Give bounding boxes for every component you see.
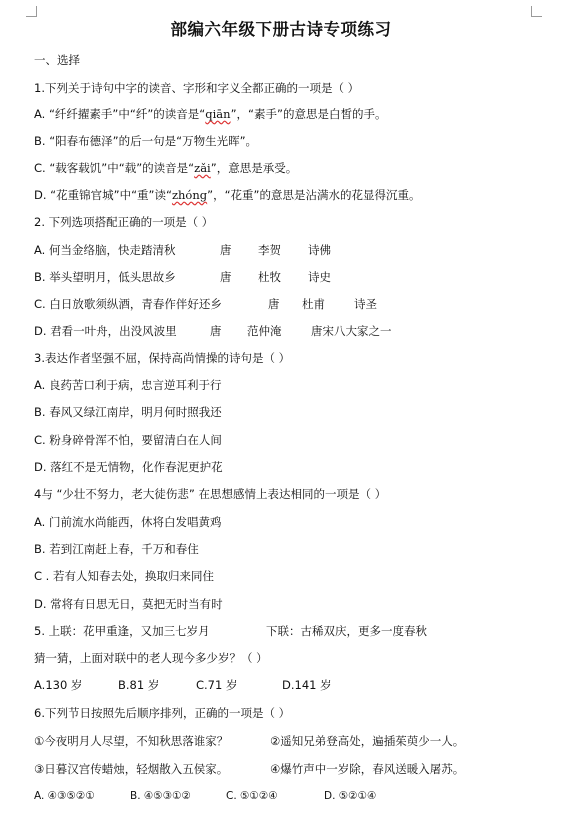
q1-option-d	[34, 187, 421, 203]
q2-d-author: 范仲淹	[247, 324, 282, 338]
q5-option-d: D.141 岁	[282, 678, 332, 692]
page-title: 部编六年级下册古诗专项练习	[170, 20, 392, 39]
q3-option-b: B. 春风又绿江南岸，明月何时照我还	[34, 405, 222, 419]
q6-items-row-2	[34, 761, 464, 777]
q3-stem: 3.表达作者坚强不屈，保持高尚情操的诗句是（ ）	[34, 351, 291, 365]
q5-lower: 下联：古稀双庆，更多一度春秋	[266, 624, 427, 638]
q2-c-dynasty: 唐	[268, 297, 280, 311]
q2-d-text: D. 君看一叶舟，出没风波里	[34, 324, 177, 338]
q2-a-text: A. 何当金络脑，快走踏清秋	[34, 243, 176, 257]
q2-b-dynasty: 唐	[220, 270, 232, 284]
q4-option-c: C . 若有人知春去处，换取归来同住	[34, 569, 214, 583]
q2-option-b	[34, 269, 331, 285]
q2-c-author: 杜甫	[302, 297, 325, 311]
q2-d-dynasty: 唐	[210, 324, 222, 338]
q6-item-4: ④爆竹声中一岁除，春风送暖入屠苏。	[270, 762, 465, 776]
q2-a-title: 诗佛	[308, 243, 331, 257]
q5-couplet	[34, 623, 427, 639]
q3-option-a: A. 良药苦口利于病，忠言逆耳利于行	[34, 378, 222, 392]
q2-a-author: 李贺	[258, 243, 281, 257]
q6-item-1: ①今夜明月人尽望，不知秋思落谁家？	[34, 734, 229, 748]
q1-a-pre: A. “纤纤擢素手”中“纤”的读音是“	[34, 107, 206, 121]
q5-option-b: B.81 岁	[118, 678, 160, 692]
q2-d-title: 唐宋八大家之一	[311, 324, 392, 338]
q6-item-3: ③日暮汉宫传蜡烛，轻烟散入五侯家。	[34, 762, 229, 776]
q6-items-row-1	[34, 733, 464, 749]
q6-option-a: A. ④③⑤②①	[34, 790, 95, 802]
q1-c-pinyin: zǎi	[194, 161, 211, 175]
q5-upper: 5. 上联：花甲重逢，又加三七岁月	[34, 624, 210, 638]
q2-b-text: B. 举头望明月，低头思故乡	[34, 270, 176, 284]
q6-option-d: D. ⑤②①④	[324, 790, 377, 802]
q2-b-author: 杜牧	[258, 270, 281, 284]
q1-d-pre: D. “花重锦官城”中“重”读“	[34, 188, 172, 202]
q2-b-title: 诗史	[308, 270, 331, 284]
q2-option-d	[34, 323, 392, 339]
q3-option-d: D. 落红不是无情物，化作春泥更护花	[34, 460, 223, 474]
q1-option-a	[34, 106, 386, 122]
q6-item-2: ②遥知兄弟登高处，遍插茱萸少一人。	[270, 734, 465, 748]
q4-option-d: D. 常将有日思无日，莫把无时当有时	[34, 597, 223, 611]
q1-d-post: ”，“花重”的意思是沾满水的花显得沉重。	[207, 188, 421, 202]
q6-stem: 6.下列节日按照先后顺序排列，正确的一项是（ ）	[34, 706, 291, 720]
q5-options	[34, 677, 332, 693]
q6-option-b: B. ④⑤③①②	[130, 790, 191, 802]
q6-option-c: C. ⑤①②④	[226, 790, 278, 802]
q1-stem: 1.下列关于诗句中字的读音、字形和字义全都正确的一项是（ ）	[34, 81, 360, 95]
q1-a-post: ”，“素手”的意思是白皙的手。	[230, 107, 387, 121]
q6-options	[34, 788, 376, 804]
q5-option-a: A.130 岁	[34, 678, 83, 692]
q1-option-b: B. “阳春布德泽”的后一句是“万物生光晖”。	[34, 134, 258, 148]
q3-option-c: C. 粉身碎骨浑不怕，要留清白在人间	[34, 433, 222, 447]
q2-a-dynasty: 唐	[220, 243, 232, 257]
section-heading: 一、选择	[34, 53, 80, 67]
q1-c-pre: C. “载客载饥”中“载”的读音是“	[34, 161, 195, 175]
q5-option-c: C.71 岁	[196, 678, 238, 692]
q5-stem: 猜一猜，上面对联中的老人现今多少岁？（ ）	[34, 651, 268, 665]
q2-option-c	[34, 296, 377, 312]
q4-stem: 4与 “少壮不努力，老大徒伤悲” 在思想感情上表达相同的一项是（ ）	[34, 487, 387, 501]
q2-c-text: C. 白日放歌须纵酒，青春作伴好还乡	[34, 297, 222, 311]
q1-d-pinyin: zhóng	[171, 188, 208, 202]
q2-stem: 2. 下列选项搭配正确的一项是（ ）	[34, 215, 214, 229]
q2-c-title: 诗圣	[354, 297, 377, 311]
q2-option-a	[34, 242, 331, 258]
q4-option-a: A. 门前流水尚能西，休将白发唱黄鸡	[34, 515, 222, 529]
q1-option-c	[34, 160, 297, 176]
q1-c-post: ”，意思是承受。	[210, 161, 298, 175]
q4-option-b: B. 若到江南赶上春，千万和春住	[34, 542, 199, 556]
q1-a-pinyin: qiān	[205, 107, 231, 121]
